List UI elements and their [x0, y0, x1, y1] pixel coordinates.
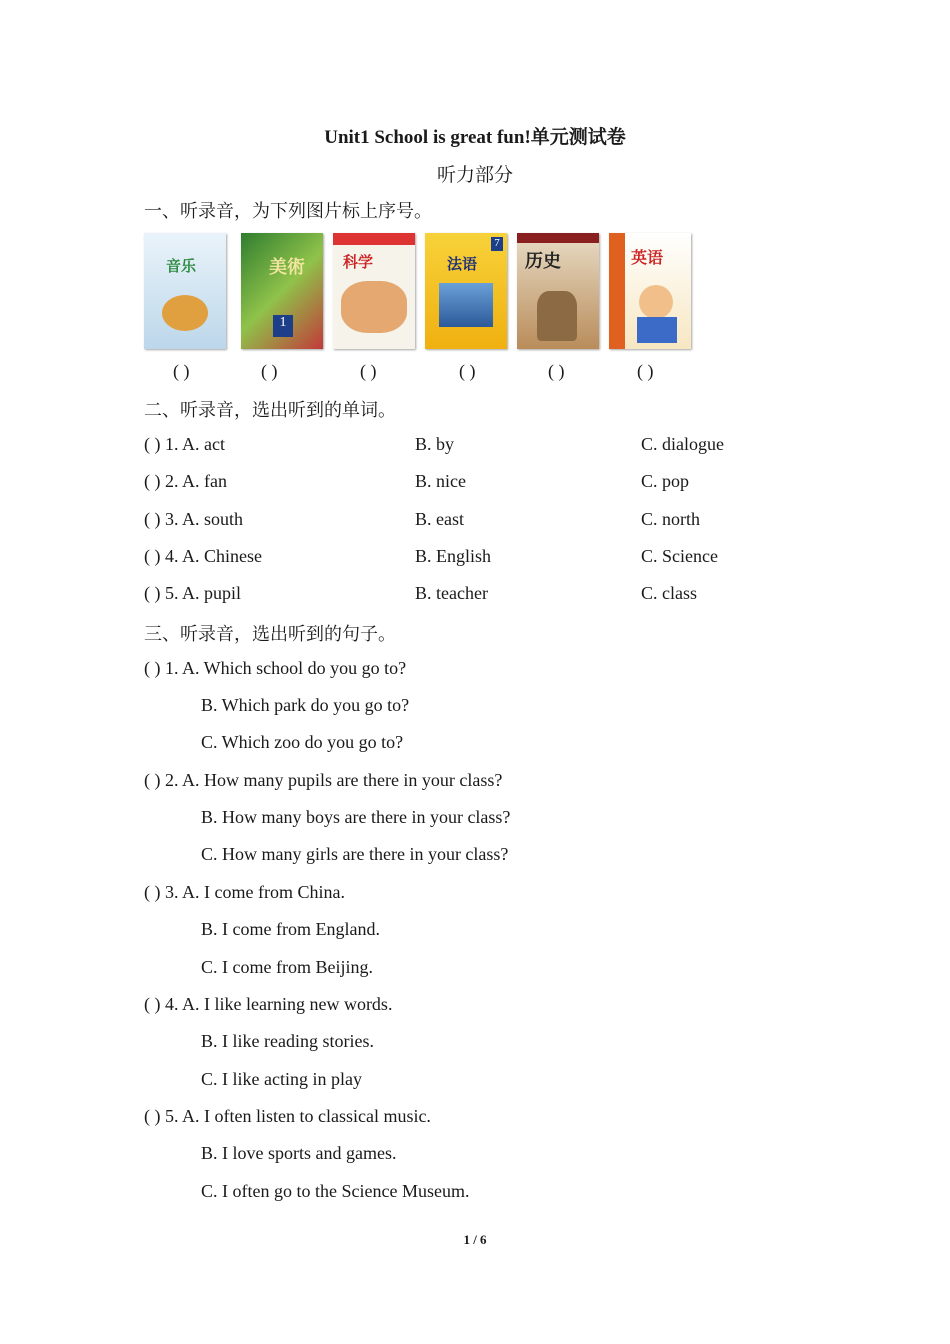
word-option-c: C. Science: [641, 546, 718, 566]
sentence-option-b: B. I love sports and games.: [201, 1143, 397, 1163]
section1-heading: 一、听录音，为下列图片标上序号。: [144, 201, 432, 221]
page-title: Unit1 School is great fun!单元测试卷: [324, 127, 626, 148]
sentence-option-c: C. I come from Beijing.: [201, 957, 373, 977]
word-option-b: B. English: [415, 546, 492, 566]
sentence-question-a: ( ) 4. A. I like learning new words.: [144, 994, 393, 1014]
science-book-icon: 科学: [333, 233, 415, 349]
section3-heading: 三、听录音，选出听到的句子。: [144, 624, 396, 644]
word-question-a: ( ) 1. A. act: [144, 434, 225, 454]
word-option-b: B. teacher: [415, 583, 488, 603]
sentence-question-a: ( ) 3. A. I come from China.: [144, 882, 345, 902]
book-answer-blank[interactable]: ( ): [548, 361, 565, 381]
art-book-icon: 美術 1: [241, 233, 323, 349]
page-subtitle: 听力部分: [436, 165, 513, 186]
sentence-option-c: C. I often go to the Science Museum.: [201, 1181, 470, 1201]
word-question-a: ( ) 3. A. south: [144, 509, 243, 529]
word-option-c: C. pop: [641, 471, 690, 491]
french-book-icon: 法语 7: [425, 233, 507, 349]
sentence-option-c: C. Which zoo do you go to?: [201, 732, 404, 752]
word-option-b: B. east: [415, 509, 464, 529]
sentence-option-c: C. I like acting in play: [201, 1069, 362, 1089]
history-book-icon: 历史: [517, 233, 599, 349]
word-question-a: ( ) 5. A. pupil: [144, 583, 241, 603]
sentence-option-b: B. I like reading stories.: [201, 1031, 374, 1051]
book-answer-blank[interactable]: ( ): [360, 361, 377, 381]
sentence-option-b: B. I come from England.: [201, 919, 380, 939]
word-option-c: C. dialogue: [641, 434, 724, 454]
book-answer-blank[interactable]: ( ): [637, 361, 654, 381]
word-option-b: B. nice: [415, 471, 466, 491]
sentence-question-a: ( ) 5. A. I often listen to classical music.: [144, 1106, 431, 1126]
word-option-c: C. north: [641, 509, 701, 529]
book-answer-blank[interactable]: ( ): [261, 361, 278, 381]
book-answer-blank[interactable]: ( ): [173, 361, 190, 381]
word-question-a: ( ) 4. A. Chinese: [144, 546, 262, 566]
music-book-icon: 音乐: [144, 233, 226, 349]
word-option-c: C. class: [641, 583, 697, 603]
section2-heading: 二、听录音，选出听到的单词。: [144, 400, 396, 420]
word-option-b: B. by: [415, 434, 455, 454]
sentence-option-b: B. How many boys are there in your class?: [201, 807, 511, 827]
page-number: 1 / 6: [463, 1232, 487, 1247]
sentence-option-b: B. Which park do you go to?: [201, 695, 410, 715]
book-answer-blank[interactable]: ( ): [459, 361, 476, 381]
sentence-question-a: ( ) 1. A. Which school do you go to?: [144, 658, 407, 678]
english-book-icon: 英语: [609, 233, 691, 349]
word-question-a: ( ) 2. A. fan: [144, 471, 227, 491]
sentence-option-c: C. How many girls are there in your class?: [201, 844, 509, 864]
sentence-question-a: ( ) 2. A. How many pupils are there in your class?: [144, 770, 503, 790]
